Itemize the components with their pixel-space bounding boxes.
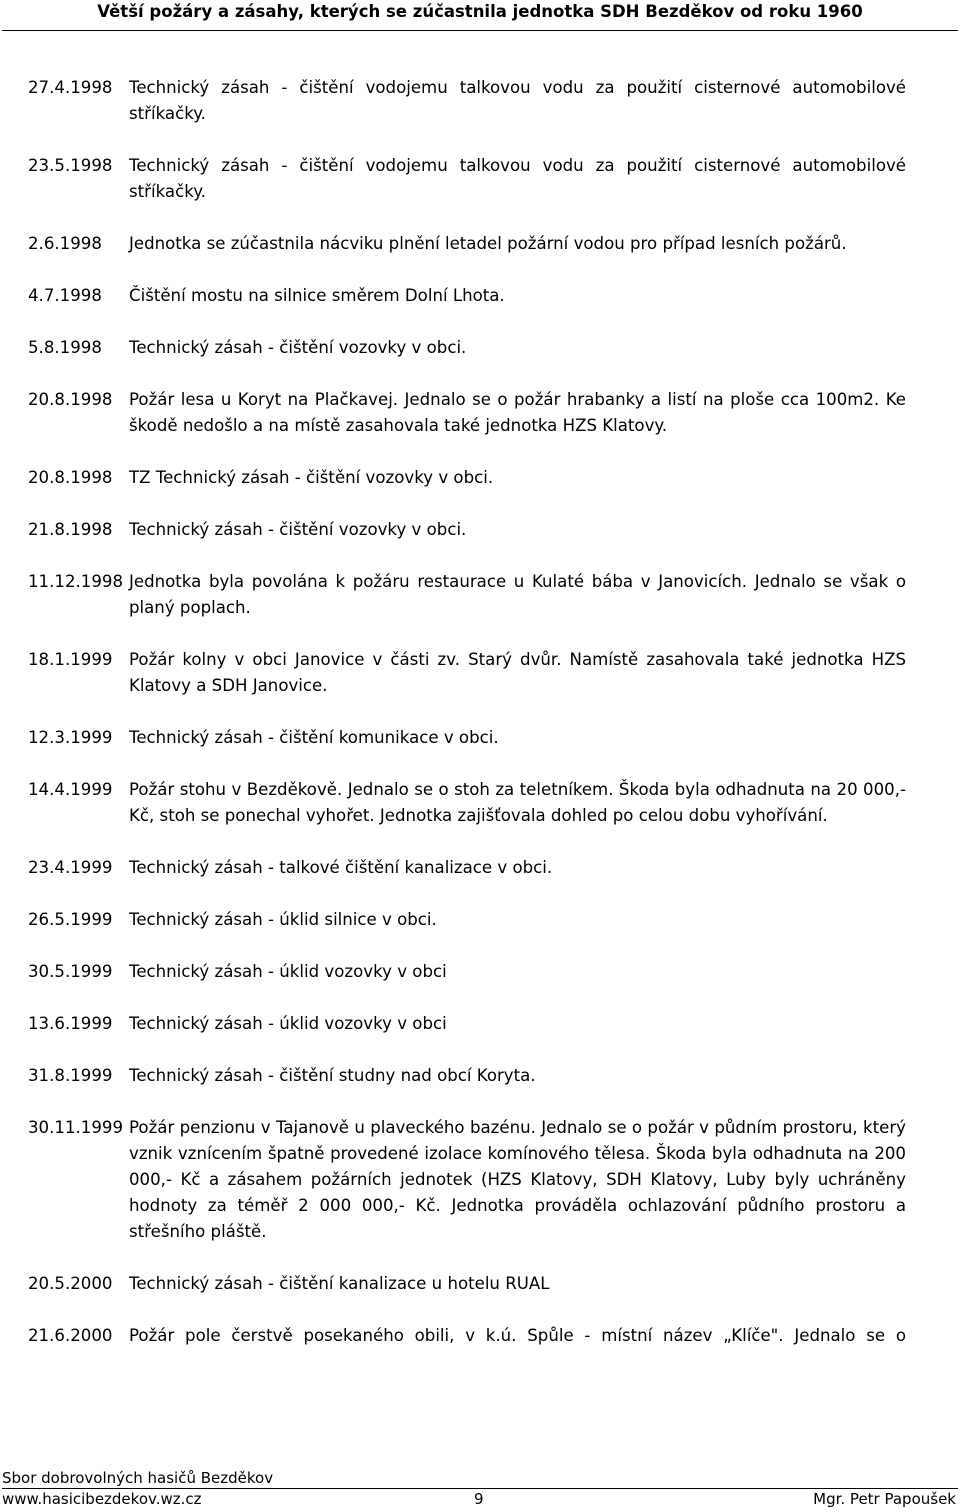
entry-date: 20.8.1998 [28,468,113,487]
entry-date: 14.4.1999 [28,780,113,799]
entry-text: Technický zásah - čištění komunikace v obci. [129,728,499,747]
entry-date: 23.5.1998 [28,156,113,175]
entry-date: 26.5.1999 [28,910,113,929]
list-item [28,465,906,491]
page-number: 9 [474,1490,484,1508]
list-item [28,517,906,543]
entry-text: Požár pole čerstvě posekaného obili, v k.ú. Spůle - místní název „Klíče". Jednalo se o [129,1326,906,1345]
entry-date: 5.8.1998 [28,338,102,357]
list-item [28,1323,906,1349]
event-list [28,75,906,1375]
list-item [28,1271,906,1297]
entry-text: Technický zásah - úklid vozovky v obci [129,1014,447,1033]
entry-text: Požár lesa u Koryt na Plačkavej. Jednalo se o požár hrabanky a listí na ploše cca 100m2. Ke škodě nedošlo a na místě zasahovala také jednotka HZS Klatovy. [129,390,906,435]
entry-date: 30.5.1999 [28,962,113,981]
entry-text: Technický zásah - čištění vozovky v obci. [129,338,467,357]
entry-date: 21.6.2000 [28,1326,113,1345]
entry-date: 27.4.1998 [28,78,113,97]
entry-date: 23.4.1999 [28,858,113,877]
entry-date: 18.1.1999 [28,650,113,669]
list-item [28,907,906,933]
list-item [28,231,906,257]
list-item [28,153,906,205]
entry-text: Jednotka byla povolána k požáru restaurace u Kulaté bába v Janovicích. Jednalo se však o planý poplach. [129,572,906,617]
footer-organization: Sbor dobrovolných hasičů Bezděkov [2,1469,274,1487]
list-item [28,75,906,127]
list-item [28,387,906,439]
entry-text: Technický zásah - čištění vodojemu talkovou vodu za použití cisternové automobilové stříkačky. [129,78,906,123]
entry-text: Čištění mostu na silnice směrem Dolní Lhota. [129,286,505,305]
entry-text: Požár penzionu v Tajanově u plaveckého bazénu. Jednalo se o požár v půdním prostoru, který vznik vznícením špatně provedené izolace komínového tělesa. Škoda byla odhadnuta na 200 000,- Kč a zásahem požárních jednotek (HZS Klatovy, SDH Klatovy, Luby byly uchráněny hodnoty za téměř 2 000 000,- Kč. Jednotka prováděla ochlazování půdního prostoru a střešního pláště. [129,1118,906,1241]
entry-date: 2.6.1998 [28,234,102,253]
entry-date: 30.11.1999 [28,1118,124,1137]
entry-text: Technický zásah - úklid vozovky v obci [129,962,447,981]
entry-text: Jednotka se zúčastnila nácviku plnění letadel požární vodou pro případ lesních požárů. [129,234,847,253]
list-item [28,335,906,361]
entry-date: 12.3.1999 [28,728,113,747]
list-item [28,569,906,621]
list-item [28,777,906,829]
entry-date: 4.7.1998 [28,286,102,305]
footer-website: www.hasicibezdekov.wz.cz [2,1490,202,1508]
list-item [28,1011,906,1037]
page-header [0,0,960,32]
list-item [28,959,906,985]
page-title: Větší požáry a zásahy, kterých se zúčastnila jednotka SDH Bezděkov od roku 1960 [97,2,863,21]
entry-text: TZ Technický zásah - čištění vozovky v obci. [129,468,494,487]
entry-text: Požár kolny v obci Janovice v části zv. Starý dvůr. Namístě zasahovala také jednotka HZS Klatovy a SDH Janovice. [129,650,906,695]
list-item [28,1115,906,1245]
list-item [28,647,906,699]
entry-date: 20.5.2000 [28,1274,113,1293]
entry-date: 20.8.1998 [28,390,113,409]
footer-author: Mgr. Petr Papoušek [813,1490,956,1508]
list-item [28,1063,906,1089]
entry-text: Technický zásah - talkové čištění kanalizace v obci. [129,858,553,877]
entry-text: Technický zásah - čištění vozovky v obci. [129,520,467,539]
entry-text: Technický zásah - čištění studny nad obcí Koryta. [129,1066,536,1085]
header-divider [2,30,958,31]
page-footer [0,1464,960,1512]
entry-date: 21.8.1998 [28,520,113,539]
list-item [28,855,906,881]
entry-date: 13.6.1999 [28,1014,113,1033]
list-item [28,725,906,751]
list-item [28,283,906,309]
entry-text: Technický zásah - čištění vodojemu talkovou vodu za použití cisternové automobilové stříkačky. [129,156,906,201]
entry-text: Požár stohu v Bezděkově. Jednalo se o stoh za teletníkem. Škoda byla odhadnuta na 20 000,- Kč, stoh se ponechal vyhořet. Jednotka zajišťovala dohled po celou dobu vyhořívání. [129,780,906,825]
entry-date: 31.8.1999 [28,1066,113,1085]
entry-date: 11.12.1998 [28,572,124,591]
entry-text: Technický zásah - čištění kanalizace u hotelu RUAL [129,1274,550,1293]
entry-text: Technický zásah - úklid silnice v obci. [129,910,437,929]
